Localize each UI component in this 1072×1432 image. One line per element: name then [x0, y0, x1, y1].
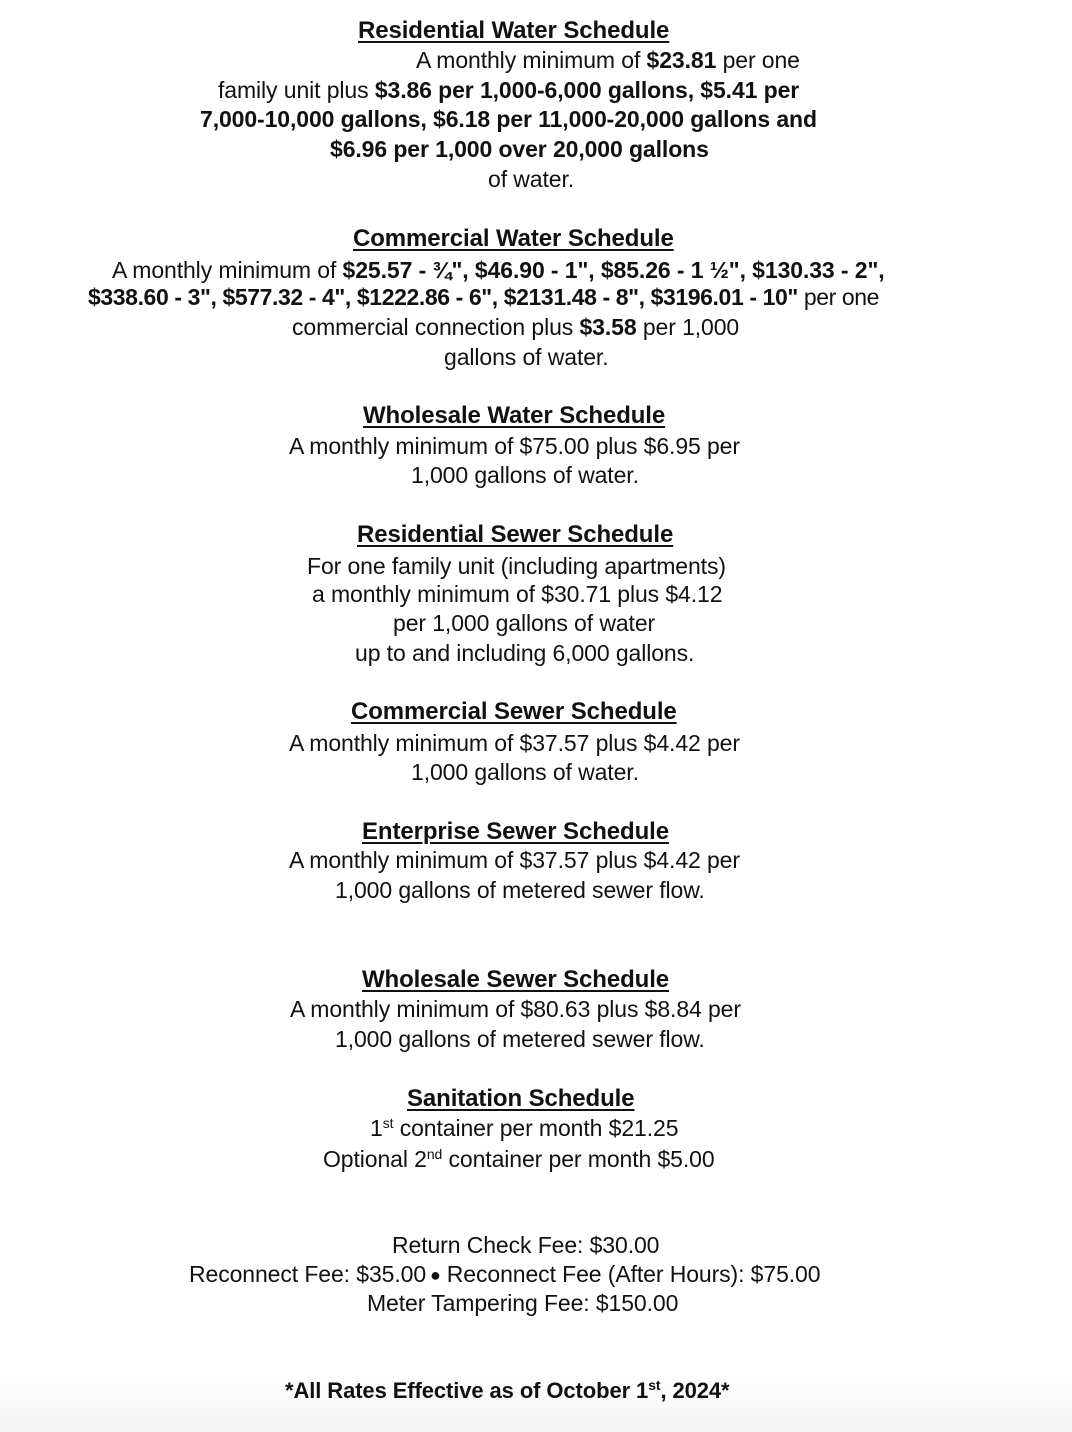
text: container per month $21.25 [393, 1115, 679, 1141]
residential-sewer-line-2: a monthly minimum of $30.71 plus $4.12 [312, 581, 723, 607]
wholesale-water-line-2: 1,000 gallons of water. [411, 462, 639, 488]
reconnect-fees [189, 1260, 820, 1290]
reconnect-fee: Reconnect Fee: $35.00 [189, 1261, 427, 1287]
sanitation-line-1 [370, 1114, 678, 1143]
text: , 2024* [660, 1378, 730, 1403]
residential-water-heading: Residential Water Schedule [358, 17, 670, 44]
residential-sewer-heading: Residential Sewer Schedule [357, 521, 674, 548]
rate-value: $3.86 per 1,000-6,000 gallons, $5.41 per [374, 77, 800, 103]
ordinal-suffix: st [382, 1115, 394, 1131]
commercial-water-line-3 [292, 313, 739, 342]
rate-value: $3.58 [579, 314, 637, 340]
rate-value: 7,000-10,000 gallons, $6.18 per 11,000-20,000 gallons and [200, 106, 817, 132]
residential-sewer-line-4: up to and including 6,000 gallons. [355, 640, 695, 666]
ordinal-suffix: st [648, 1377, 661, 1393]
rate-value: $23.81 [646, 47, 717, 73]
commercial-water-heading: Commercial Water Schedule [353, 225, 674, 252]
return-check-fee: Return Check Fee: $30.00 [392, 1232, 660, 1258]
residential-sewer-line-3: per 1,000 gallons of water [393, 610, 656, 636]
text: family unit plus [218, 77, 375, 103]
wholesale-water-line-1: A monthly minimum of $75.00 plus $6.95 per [289, 433, 740, 459]
wholesale-sewer-line-2: 1,000 gallons of metered sewer flow. [335, 1026, 705, 1052]
text: per 1,000 [636, 314, 740, 340]
commercial-sewer-heading: Commercial Sewer Schedule [351, 698, 677, 725]
text: Optional 2 [323, 1146, 427, 1172]
text: commercial connection plus [292, 314, 580, 340]
residential-sewer-line-1: For one family unit (including apartments) [307, 553, 726, 579]
wholesale-water-heading: Wholesale Water Schedule [363, 402, 666, 429]
commercial-water-line-4: gallons of water. [444, 344, 609, 370]
text: container per month $5.00 [442, 1146, 715, 1172]
enterprise-sewer-line-1: A monthly minimum of $37.57 plus $4.42 per [289, 847, 740, 873]
text: 1 [370, 1115, 383, 1141]
meter-tampering-fee: Meter Tampering Fee: $150.00 [367, 1290, 679, 1316]
rate-value: $25.57 - ¾", $46.90 - 1", $85.26 - 1 ½", $130.33 - 2", [342, 257, 885, 283]
sanitation-line-2 [323, 1145, 715, 1174]
commercial-sewer-line-1: A monthly minimum of $37.57 plus $4.42 per [289, 730, 740, 756]
residential-water-line-1 [416, 46, 800, 75]
text: *All Rates Effective as of October 1 [285, 1378, 649, 1403]
residential-water-line-3 [200, 105, 817, 134]
text: per one [797, 284, 880, 310]
residential-water-line-2 [218, 76, 799, 105]
commercial-sewer-line-2: 1,000 gallons of water. [411, 759, 639, 785]
wholesale-sewer-line-1: A monthly minimum of $80.63 plus $8.84 per [290, 996, 741, 1022]
wholesale-sewer-heading: Wholesale Sewer Schedule [362, 966, 670, 993]
ordinal-suffix: nd [426, 1146, 443, 1162]
text: A monthly minimum of [112, 257, 343, 283]
bullet-separator: ● [430, 1265, 441, 1285]
commercial-water-line-1 [112, 256, 885, 285]
reconnect-after-hours-fee: Reconnect Fee (After Hours): $75.00 [446, 1261, 821, 1287]
residential-water-line-5: of water. [488, 166, 575, 192]
text: per one [716, 47, 800, 73]
rate-value: $6.96 per 1,000 over 20,000 gallons [330, 136, 709, 162]
enterprise-sewer-line-2: 1,000 gallons of metered sewer flow. [335, 877, 705, 903]
effective-date-note [285, 1376, 729, 1405]
residential-water-line-4 [330, 135, 709, 164]
commercial-water-line-2 [88, 283, 879, 312]
enterprise-sewer-heading: Enterprise Sewer Schedule [362, 818, 669, 845]
rate-value: $338.60 - 3", $577.32 - 4", $1222.86 - 6", $2131.48 - 8", $3196.01 - 10" [88, 284, 798, 310]
text: A monthly minimum of [416, 47, 647, 73]
sanitation-heading: Sanitation Schedule [407, 1085, 635, 1112]
